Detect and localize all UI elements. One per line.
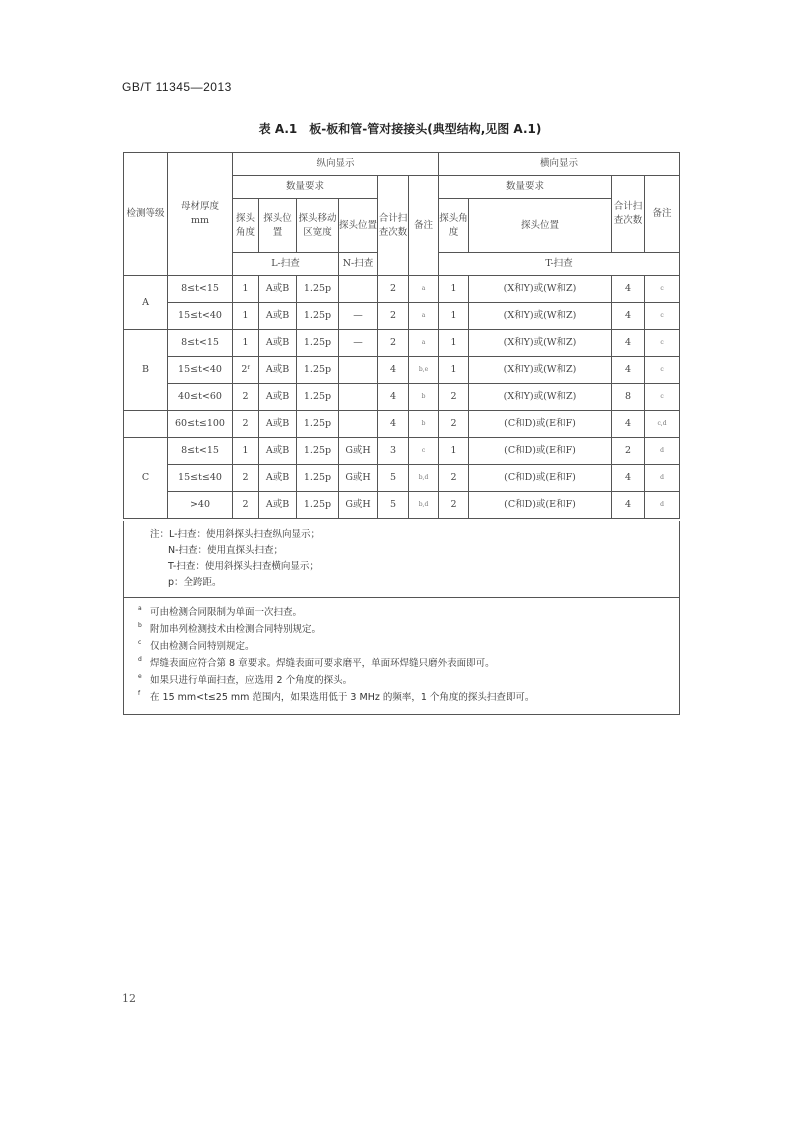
cell-pos: A或B [259,384,297,411]
cell-total: 2 [378,303,409,330]
cell-pos2: (X和Y)或(W和Z) [469,384,612,411]
table-row [124,276,680,303]
cell-total: 5 [378,492,409,519]
header-n-position: 探头位置 [339,199,378,253]
note: T-扫查：使用斜探头扫查横向显示； [168,561,319,572]
cell-w: 1.25p [297,438,339,465]
footnotes [124,598,679,714]
footnote-text: 焊缝表面应符合第 8 章要求。焊缝表面可要求磨平，单面环焊缝只磨外表面即可。 [150,658,495,669]
footnote [138,689,667,706]
cell-w: 1.25p [297,492,339,519]
footnote-mark: a [138,605,142,612]
footnote-mark: b [138,622,142,629]
header-angle: 探头角度 [233,199,259,253]
cell-angle2: 1 [439,438,469,465]
cell-w: 1.25p [297,384,339,411]
cell-t: 15≤t≤40 [168,465,233,492]
header-total: 合计扫查次数 [378,176,409,276]
footnote-mark: c [138,639,142,646]
cell-rem: c [409,438,439,465]
cell-total2: 4 [612,276,645,303]
header-thickness: 母材厚度 mm [168,153,233,276]
cell-rem2: d [645,492,680,519]
table-row [124,384,680,411]
cell-angle2: 2 [439,384,469,411]
cell-angle2: 1 [439,357,469,384]
footnote-mark: e [138,673,142,680]
cell-total: 2 [378,276,409,303]
cell-total: 4 [378,384,409,411]
cell-w: 1.25p [297,303,339,330]
cell-angle2: 2 [439,411,469,438]
note: 注：L-扫查：使用斜探头扫查纵向显示； [150,529,321,540]
cell-angle2: 2 [439,465,469,492]
cell-pos: A或B [259,357,297,384]
cell-angle: 2ᶠ [233,357,259,384]
cell-angle: 2 [233,465,259,492]
cell-pos2: (X和Y)或(W和Z) [469,330,612,357]
cell-pos2: (C和D)或(E和F) [469,465,612,492]
cell-angle: 1 [233,276,259,303]
header-width: 探头移动区宽度 [297,199,339,253]
cell-t: 15≤t<40 [168,357,233,384]
header-angle-2: 探头角度 [439,199,469,253]
cell-pos2: (X和Y)或(W和Z) [469,276,612,303]
cell-angle: 2 [233,384,259,411]
cell-pos2: (X和Y)或(W和Z) [469,303,612,330]
cell-rem: b [409,411,439,438]
cell-angle: 1 [233,330,259,357]
cell-level: B [124,330,168,411]
scan-requirements-table [123,152,680,519]
cell-t: 8≤t<15 [168,330,233,357]
cell-level: C [124,438,168,519]
header-total-2: 合计扫查次数 [612,176,645,253]
cell-w: 1.25p [297,357,339,384]
table-row [124,492,680,519]
cell-rem: b,d [409,492,439,519]
footnote [138,655,667,672]
header-l-scan: L-扫查 [233,253,339,276]
cell-angle: 2 [233,492,259,519]
header-position: 探头位置 [259,199,297,253]
cell-pos: A或B [259,276,297,303]
cell-pos: A或B [259,465,297,492]
table-row [124,438,680,465]
cell-angle2: 1 [439,303,469,330]
footnote-text: 在 15 mm<t≤25 mm 范围内，如果选用低于 3 MHz 的频率，1 个角度的探头扫查即可。 [150,692,535,703]
cell-total: 4 [378,411,409,438]
footnote [138,621,667,638]
cell-angle2: 1 [439,330,469,357]
cell-total2: 4 [612,357,645,384]
footnote [138,672,667,689]
cell-pos: A或B [259,492,297,519]
cell-rem2: c [645,276,680,303]
footnote-text: 附加串列检测技术由检测合同特别规定。 [150,624,322,635]
cell-pos2: (C和D)或(E和F) [469,492,612,519]
header-quantity: 数量要求 [233,176,378,199]
cell-pos: A或B [259,411,297,438]
header-position-2: 探头位置 [469,199,612,253]
cell-n: G或H [339,438,378,465]
cell-total2: 4 [612,465,645,492]
cell-pos: A或B [259,330,297,357]
footnote-text: 仅由检测合同特别规定。 [150,641,255,652]
cell-n: — [339,330,378,357]
note: N-扫查：使用直探头扫查； [168,545,284,556]
cell-n [339,384,378,411]
cell-pos2: (C和D)或(E和F) [469,438,612,465]
page-number: 12 [122,992,136,1005]
cell-n: — [339,303,378,330]
cell-rem2: c [645,357,680,384]
table-row [124,411,680,438]
cell-t: 8≤t<15 [168,276,233,303]
cell-rem2: c [645,384,680,411]
cell-rem2: c [645,330,680,357]
cell-n [339,276,378,303]
cell-angle: 1 [233,303,259,330]
table-title: 表 A.1 板-板和管-管对接接头(典型结构,见图 A.1) [258,122,542,136]
header-transverse: 横向显示 [439,153,680,176]
cell-rem: b [409,384,439,411]
cell-rem2: d [645,465,680,492]
cell-pos: A或B [259,438,297,465]
cell-angle: 1 [233,438,259,465]
table-row [124,330,680,357]
cell-rem2: d [645,438,680,465]
header-level: 检测等级 [124,153,168,276]
footnote-mark: d [138,656,142,663]
cell-rem2: c,d [645,411,680,438]
header-remark-2: 备注 [645,176,680,253]
cell-angle2: 2 [439,492,469,519]
cell-pos2: (C和D)或(E和F) [469,411,612,438]
cell-t: 15≤t<40 [168,303,233,330]
cell-total2: 4 [612,411,645,438]
cell-total: 3 [378,438,409,465]
note: p：全跨距。 [168,577,222,588]
cell-total2: 4 [612,330,645,357]
cell-n [339,411,378,438]
cell-pos2: (X和Y)或(W和Z) [469,357,612,384]
footnote-mark: f [138,690,141,697]
header-t-scan: T-扫查 [439,253,680,276]
cell-w: 1.25p [297,276,339,303]
cell-w: 1.25p [297,330,339,357]
cell-t: 8≤t<15 [168,438,233,465]
cell-n [339,357,378,384]
standard-number: GB/T 11345—2013 [122,80,232,94]
cell-total: 2 [378,330,409,357]
cell-rem: b,d [409,465,439,492]
cell-rem: b,e [409,357,439,384]
cell-w: 1.25p [297,411,339,438]
footnote-text: 如果只进行单面扫查，应选用 2 个角度的探头。 [150,675,353,686]
cell-total2: 4 [612,492,645,519]
header-n-scan: N-扫查 [339,253,378,276]
cell-rem: a [409,303,439,330]
cell-t: 60≤t≤100 [168,411,233,438]
cell-rem2: c [645,303,680,330]
header-quantity-2: 数量要求 [439,176,612,199]
cell-total: 4 [378,357,409,384]
header-longitudinal: 纵向显示 [233,153,439,176]
cell-angle: 2 [233,411,259,438]
cell-total2: 2 [612,438,645,465]
cell-n: G或H [339,465,378,492]
footnote [138,638,667,655]
cell-level [124,411,168,438]
header-remark: 备注 [409,176,439,276]
table-row [124,303,680,330]
footnote [138,604,667,621]
cell-pos: A或B [259,303,297,330]
table-notes [123,521,680,715]
cell-t: 40≤t<60 [168,384,233,411]
cell-w: 1.25p [297,465,339,492]
cell-rem: a [409,330,439,357]
cell-angle2: 1 [439,276,469,303]
cell-rem: a [409,276,439,303]
cell-t: >40 [168,492,233,519]
note-box [124,521,679,598]
cell-total2: 4 [612,303,645,330]
footnote-text: 可由检测合同限制为单面一次扫查。 [150,607,303,618]
cell-total: 5 [378,465,409,492]
cell-n: G或H [339,492,378,519]
table-row [124,465,680,492]
cell-total2: 8 [612,384,645,411]
cell-level: A [124,276,168,330]
table-row [124,357,680,384]
